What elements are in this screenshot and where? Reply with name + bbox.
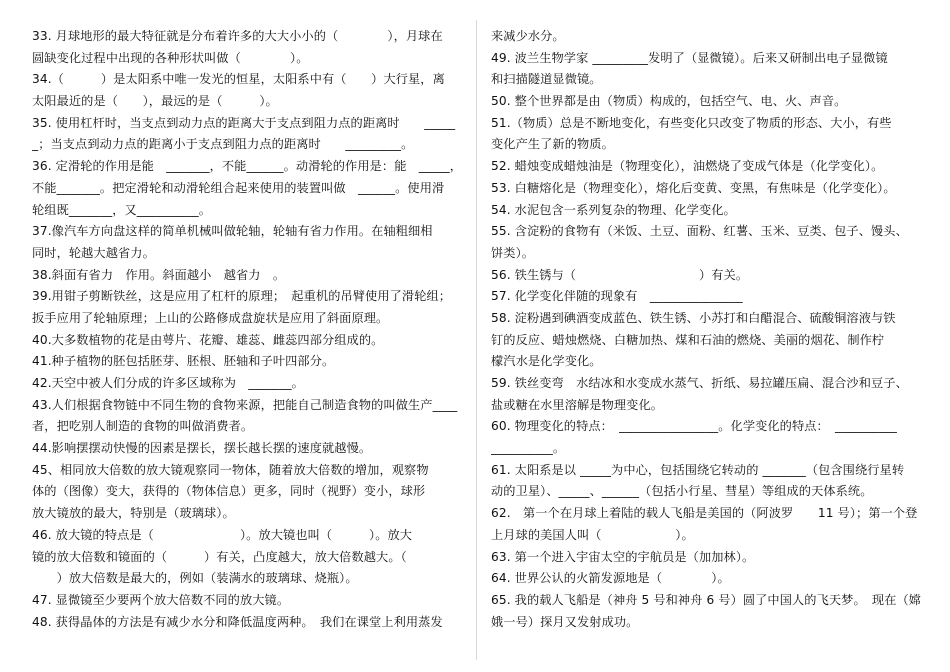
text-line: 39.用钳子剪断铁丝，这是应用了杠杆的原理； 起重机的吊臂使用了滑轮组；	[32, 289, 452, 304]
text-line: 镜的放大倍数和镜面的（ ）有关，凸度越大，放大倍数越大。（	[32, 549, 407, 564]
text-line: _；当支点到动力点的距离小于支点到阻力点的距离时 _________。	[32, 137, 414, 152]
column-divider	[476, 20, 477, 660]
text-line: 50. 整个世界都是由（物质）构成的，包括空气、电、火、声音。	[491, 94, 847, 109]
text-line: 54. 水泥包含一系列复杂的物理、化学变化。	[491, 202, 736, 217]
text-line: 不能_______。把定滑轮和动滑轮组合起来使用的装置叫做 ______。使用滑	[32, 180, 445, 195]
text-line: 62. 第一个在月球上着陆的载人飞船是美国的（阿波罗 11 号）；第一个登	[491, 506, 918, 521]
text-line: 36. 定滑轮的作用是能 _______，不能______。动滑轮的作用是：能 _____，	[32, 159, 463, 174]
text-line: 41.种子植物的胚包括胚芽、胚根、胚轴和子叶四部分。	[32, 354, 335, 369]
text-line: 33. 月球地形的最大特征就是分布着许多的大大小小的（ ），月球在	[32, 29, 443, 43]
text-line: 者，把吃别人制造的食物的叫做消费者。	[32, 419, 254, 434]
text-line: 53. 白糖熔化是（物理变化），熔化后变黄、变黑，有焦味是（化学变化）。	[491, 180, 896, 195]
text-line: 来减少水分。	[491, 29, 565, 43]
text-line: 48. 获得晶体的方法是有减少水分和降低温度两种。 我们在课堂上利用蒸发	[32, 614, 443, 629]
text-line: 34.（ ）是太阳系中唯一发光的恒星，太阳系中有（ ）大行星，离	[32, 72, 445, 87]
text-line: 动的卫星）、_____、______（包括小行星、彗星）等组成的天体系统。	[491, 484, 873, 499]
text-line: 檬汽水是化学变化。	[491, 354, 602, 369]
text-line: 44.影响摆摆动快慢的因素是摆长，摆长越长摆的速度就越慢。	[32, 441, 372, 456]
text-line: 钉的反应、蜡烛燃烧、白糖加热、煤和石油的燃烧、美丽的烟花、制作柠	[491, 332, 885, 347]
text-line: 51.（物质）总是不断地变化，有些变化只改变了物质的形态、大小，有些	[491, 115, 892, 130]
text-line: 64. 世界公认的火箭发源地是（ ）。	[491, 571, 730, 586]
text-line: 65. 我的载人飞船是（神舟 5 号和神舟 6 号）圆了中国人的飞天梦。 现在（嫦	[491, 592, 922, 607]
text-line: 和扫描隧道显微镜。	[491, 72, 602, 87]
right-column	[491, 26, 931, 633]
text-line: 55. 含淀粉的食物有（米饭、土豆、面粉、红薯、玉米、豆类、包子、馒头、	[491, 224, 908, 239]
text-line: 扳手应用了轮轴原理；上山的公路修成盘旋状是应用了斜面原理。	[32, 310, 389, 325]
text-line: 放大镜放的最大，特别是（玻璃球）。	[32, 506, 235, 521]
text-line: 56. 铁生锈与（ ）有关。	[491, 267, 749, 282]
text-line: 同时，轮越大越省力。	[32, 245, 155, 260]
text-line: 上月球的美国人叫（ ）。	[491, 527, 694, 542]
text-line: 40.大多数植物的花是由萼片、花瓣、雄蕊、雌蕊四部分组成的。	[32, 332, 384, 347]
text-line: 43.人们根据食物链中不同生物的食物来源，把能自己制造食物的叫做生产____	[32, 397, 458, 412]
text-line: 63. 第一个进入宇宙太空的宇航员是（加加林）。	[491, 549, 755, 564]
text-line: 圆缺变化过程中出现的各种形状叫做（ ）。	[32, 50, 309, 65]
text-line: 盐或糖在水里溶解是物理变化。	[491, 397, 664, 412]
text-line: 变化产生了新的物质。	[491, 137, 614, 152]
text-line: 饼类）。	[491, 245, 535, 260]
text-line: 49. 波兰生物学家 _________发明了（显微镜）。后来又研制出电子显微镜	[491, 50, 888, 65]
text-line: ）放大倍数是最大的，例如（装满水的玻璃球、烧瓶）。	[32, 571, 358, 586]
text-line: 娥一号）探月又发射成功。	[491, 614, 639, 629]
text-line: 47. 显微镜至少要两个放大倍数不同的放大镜。	[32, 592, 290, 607]
text-line: 59. 铁丝变弯 水结冰和水变成水蒸气、折纸、易拉罐压扁、混合沙和豆子、	[491, 376, 908, 390]
text-line: 37.像汽车方向盘这样的简单机械叫做轮轴，轮轴有省力作用。在轴粗细相	[32, 224, 433, 239]
text-line: 45、相同放大倍数的放大镜观察同一物体，随着放大倍数的增加，观察物	[32, 462, 429, 477]
text-line: 38.斜面有省力 作用。斜面越小 越省力 。	[32, 267, 286, 282]
text-line: 46. 放大镜的特点是（ ）。放大镜也叫（ ）。放大	[32, 527, 413, 542]
text-line: 60. 物理变化的特点： ________________。化学变化的特点： __________	[491, 419, 897, 434]
left-column	[32, 26, 466, 633]
text-line: 42.天空中被人们分成的许多区域称为 _______。	[32, 376, 304, 390]
text-line: 体的（图像）变大，获得的（物体信息）更多，同时（视野）变小，球形	[32, 484, 426, 499]
text-line: 57. 化学变化伴随的现象有 _______________	[491, 289, 743, 304]
text-line: 太阳最近的是（ ），最远的是（ ）。	[32, 94, 278, 109]
text-line: 轮组既_______，又__________。	[32, 202, 212, 217]
text-line: __________。	[491, 441, 566, 456]
text-line: 52. 蜡烛变成蜡烛油是（物理变化），油燃烧了变成气体是（化学变化）。	[491, 159, 884, 174]
text-line: 35. 使用杠杆时，当支点到动力点的距离大于支点到阻力点的距离时 _____	[32, 115, 456, 130]
text-line: 58. 淀粉遇到碘酒变成蓝色、铁生锈、小苏打和白醋混合、硫酸铜溶液与铁	[491, 310, 896, 325]
text-line: 61. 太阳系是以 _____为中心，包括围绕它转动的 _______（包含围绕行星转	[491, 462, 905, 477]
